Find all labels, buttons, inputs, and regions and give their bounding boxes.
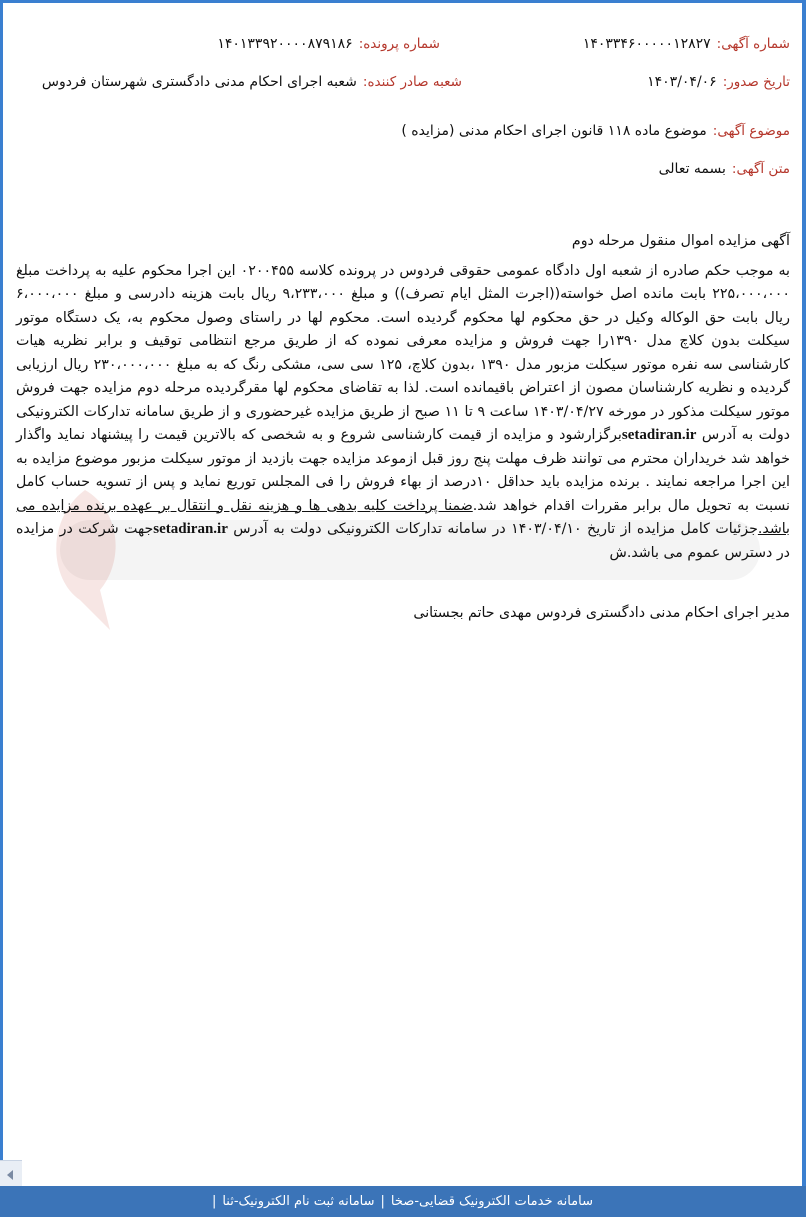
- text-label-row: [659, 157, 790, 181]
- subject-row: [401, 119, 790, 143]
- footer-link-sakha[interactable]: سامانه خدمات الکترونیک قضایی-صخا: [390, 1194, 593, 1209]
- footer-separator: |: [380, 1194, 385, 1209]
- issuer-row: [42, 70, 462, 94]
- footer-separator-2: |: [211, 1194, 217, 1209]
- body-heading: آگهی مزایده اموال منقول مرحله دوم: [571, 233, 790, 249]
- text-opening: بسمه تعالی: [658, 161, 726, 177]
- case-number: ۱۴۰۱۳۳۹۲۰۰۰۰۸۷۹۱۸۶: [217, 36, 353, 52]
- issuer-label: شعبه صادر کننده:: [362, 74, 462, 90]
- footer-link-sana[interactable]: سامانه ثبت نام الکترونیک-ثنا: [222, 1194, 375, 1209]
- notice-number: ۱۴۰۳۳۴۶۰۰۰۰۰۱۲۸۲۷: [582, 36, 711, 52]
- notice-number-label: شماره آگهی:: [716, 36, 790, 52]
- notice-number-row: [583, 32, 790, 56]
- body-text-4: جهت شرکت در مزایده در دسترس عموم می باشد.ش: [16, 521, 790, 561]
- issue-date: ۱۴۰۳/۰۴/۰۶: [647, 74, 717, 90]
- scroll-left-button[interactable]: [0, 1160, 22, 1186]
- case-number-label: شماره پرونده:: [358, 36, 440, 52]
- body-text-3: جزئیات کامل مزایده از تاریخ ۱۴۰۳/۰۴/۱۰ در سامانه تدارکات الکترونیکی دولت به آدرس: [227, 521, 758, 537]
- issue-date-row: [647, 70, 790, 94]
- body-text-1: به موجب حکم صادره از شعبه اول دادگاه عمومی حقوقی فردوس در پرونده کلاسه ۰۲۰۰۴۵۵ این اجرا محکوم علیه به پرداخت مبلغ ۲۲۵،۰۰۰،۰۰۰ بابت مانده اصل خواسته((اجرت المثل ایام تصرف)) و مبلغ ۹،۲۳۳،۰۰۰ ریال بابت هزینه دادرسی و مبلغ ۶،۰۰۰،۰۰۰ ریال بابت حق الوکاله وکیل در حق محکوم لها محکوم گردیده است. محکوم لها در راستای وصول محکوم به، یک دستگاه موتور سیکلت بدون کلاچ مدل ۱۳۹۰را جهت فروش و مزایده معرفی نموده که از طریق مرجع انتظامی توقیف و برابر نظریه هیات کارشناسی سه نفره موتور سیکلت مزبور مدل ۱۳۹۰ ،بدون کلاچ، ۱۲۵ سی سی، مشکی رنگ که به مبلغ ۲۳۰،۰۰۰،۰۰۰ ریال ارزیابی گردیده و نظریه کارشناسان مصون از اعتراض باقیمانده است. لذا به تقاضای محکوم لها مقرگردیده مرحله دوم مزایده جهت فروش موتور سیکلت مذکور در مورخه ۱۴۰۳/۰۴/۲۷ ساعت ۹ تا ۱۱ صبح از طریق مزایده غیرحضوری و از طریق سامانه تدارکات الکترونیکی دولت به آدرس: [16, 262, 791, 443]
- issue-date-label: تاریخ صدور:: [722, 74, 790, 90]
- subject: موضوع ماده ۱۱۸ قانون اجرای احکام مدنی (مزایده ): [401, 123, 707, 139]
- body-paragraph: [16, 260, 790, 566]
- frame-left-border: [0, 0, 3, 1186]
- frame-right-border: [802, 0, 806, 1186]
- case-number-row: [217, 32, 440, 56]
- setadiran-link-1: setadiran.ir: [621, 427, 697, 443]
- subject-label: موضوع آگهی:: [712, 123, 790, 139]
- body-text-2: برگزارشود و مزایده از قیمت کارشناسی شروع و به شخصی که بالاترین قیمت را پیشنهاد نماید واگذار خواهد شد خریداران محترم می توانند ظرف مهلت پنج روز قبل ازموعد مزایده جهت بازدید از موتور سیکلت مزبور موضوع مزایده به این اجرا مراجعه نمایند . برنده مزایده باید حداقل ۱۰درصد از بهاء فروش را فی المجلس توریع نماید و پس از تسویه حساب کامل نسبت به تحویل مال برابر مقررات اقدام خواهد شد.: [16, 427, 790, 514]
- notice-body: [16, 230, 790, 565]
- footer-bar: [0, 1186, 806, 1217]
- text-label: متن آگهی:: [731, 161, 790, 177]
- signature: مدیر اجرای احکام مدنی دادگستری فردوس مهدی حاتم بجستانی: [413, 605, 790, 621]
- arrow-left-icon: [7, 1170, 13, 1180]
- frame-top-border: [0, 0, 806, 3]
- setadiran-link-2: setadiran.ir: [153, 521, 228, 537]
- issuer: شعبه اجرای احکام مدنی دادگستری شهرستان فردوس: [41, 74, 357, 90]
- underlined-note: ضمنا پرداخت کلیه بدهی ها و هزینه نقل و انتقال بر عهده برنده مزایده می باشد.: [16, 497, 790, 537]
